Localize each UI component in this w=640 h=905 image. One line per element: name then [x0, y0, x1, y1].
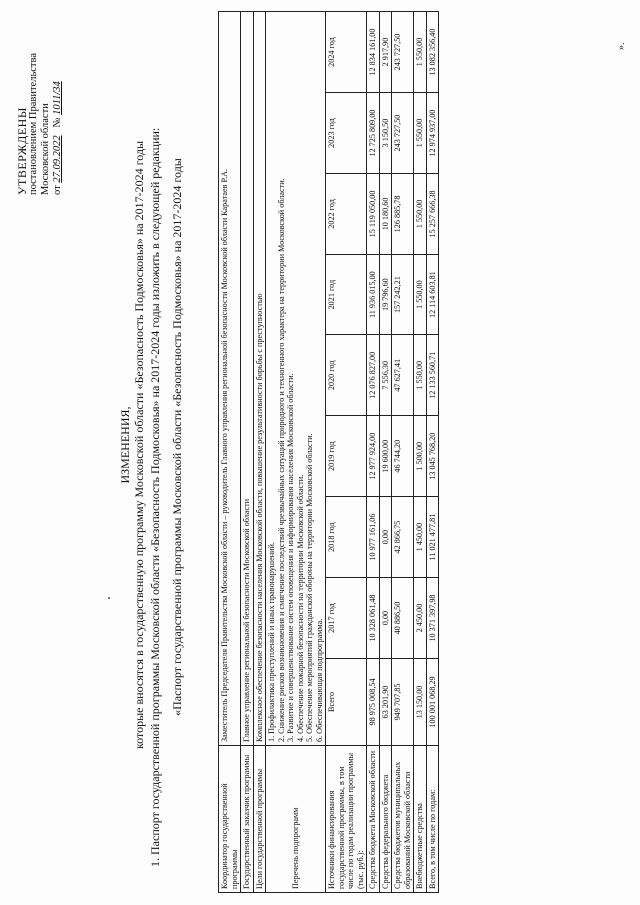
- finance-row: [414, 12, 427, 893]
- approved-line-2: Московской области: [40, 103, 51, 195]
- finance-row-label: Средства бюджета Московской области: [367, 746, 380, 893]
- finance-cell: 7 556,30: [379, 335, 392, 416]
- approved-title: УТВЕРЖДЕНЫ: [15, 107, 29, 195]
- finance-row: [367, 12, 380, 893]
- subprogram-item: 6. Обеспечивающая подпрограмма.: [314, 618, 324, 742]
- table-row: [219, 12, 241, 893]
- finance-cell: 1 550,00: [414, 93, 427, 174]
- column-header: 2021 год: [326, 254, 367, 334]
- finance-cell: 11 936 015,00: [367, 254, 380, 334]
- subprogram-item: 3. Развитие и совершенствование систем оповещения и информирования населения Московской области.: [286, 373, 295, 742]
- finance-cell: 0,00: [379, 497, 392, 578]
- section-line: 1. Паспорт государственной программы Московской области «Безопасность Подмосковья» на 2017-2024 годы изложить в следующей редакции:: [148, 127, 162, 867]
- customer-value: Главное управление региональной безопасности Московской области: [241, 12, 254, 746]
- finance-cell: 15 257 666,38: [426, 173, 439, 254]
- subprogram-item: 4. Обеспечение пожарной безопасности на территории Московской области.: [295, 474, 305, 742]
- column-header: 2022 год: [326, 173, 367, 254]
- finance-cell: 1 550,00: [414, 335, 427, 416]
- finance-cell: 1 550,00: [414, 12, 427, 93]
- finance-cell: 47 627,41: [392, 335, 414, 416]
- finance-cell: 1 550,00: [414, 173, 427, 254]
- passport-title: «Паспорт государственной программы Московской области «Безопасность Подмосковья» на 2017-2024 годы: [170, 158, 184, 716]
- quote-end-mark: ».: [616, 42, 627, 50]
- finance-header-row: [326, 12, 367, 893]
- table-row: [241, 12, 254, 893]
- customer-label: Государственный заказчик программы: [241, 746, 254, 893]
- document-title: [118, 25, 146, 865]
- finance-cell: 10 328 061,48: [367, 578, 380, 659]
- finance-row: [392, 12, 414, 893]
- column-header: Всего: [326, 658, 367, 745]
- finance-cell: 126 885,78: [392, 173, 414, 254]
- passport-table: [218, 11, 439, 893]
- finance-cell: 19 600,00: [379, 416, 392, 497]
- finance-cell: 40 886,50: [392, 578, 414, 659]
- finance-cell: 12 974 937,00: [426, 93, 439, 174]
- finance-row-label: Средства бюджетов муниципальных образований Московской области: [392, 746, 414, 893]
- finance-row-label: Всего, в том числе по годам:: [426, 746, 439, 893]
- finance-cell: 157 242,21: [392, 254, 414, 334]
- coordinator-value: Заместитель Председателя Правительства Московской области – руководитель Главного управления региональной безопасности Московской области Каратаев Р.А.: [219, 12, 241, 746]
- finance-cell: 13 150,00: [414, 658, 427, 745]
- finance-cell: 100 001 068,29: [426, 658, 439, 745]
- finance-cell: 1 550,00: [414, 254, 427, 334]
- number-prefix: №: [52, 117, 63, 128]
- finance-header-label: Источники финансирования государственной программы, в том числе по годам реализации программы (тыс. руб.):: [326, 746, 367, 893]
- finance-cell: 11 021 477,81: [426, 497, 439, 578]
- finance-cell: 15 119 050,00: [367, 173, 380, 254]
- finance-cell: 12 977 924,00: [367, 416, 380, 497]
- finance-cell: 10 977 161,06: [367, 497, 380, 578]
- subprogram-item: 2. Снижение рисков возникновения и смягчение последствий чрезвычайных ситуаций природного и техногенного характера на территории Московской области.: [276, 178, 286, 742]
- coordinator-label: Координатор государственной программы: [219, 746, 241, 893]
- finance-cell: 3 150,50: [379, 93, 392, 174]
- finance-cell: 2 450,00: [414, 578, 427, 659]
- approval-number: 1011/34: [52, 81, 63, 115]
- finance-cell: 2 917,90: [379, 12, 392, 93]
- finance-cell: 949 707,85: [392, 658, 414, 745]
- column-header: 2023 год: [326, 93, 367, 174]
- approval-stamp-block: [16, 15, 64, 195]
- finance-cell: 46 744,20: [392, 416, 414, 497]
- finance-row-label: Средства федерального бюджета: [379, 746, 392, 893]
- table-row: [253, 12, 266, 893]
- finance-row: [379, 12, 392, 893]
- date-prefix: от: [52, 185, 63, 195]
- finance-cell: 63 201,90: [379, 658, 392, 745]
- finance-cell: 12 114 603,81: [426, 254, 439, 334]
- column-header: 2020 год: [326, 335, 367, 416]
- finance-total-row: [426, 12, 439, 893]
- section-text: [148, 7, 184, 867]
- subprograms-label: Перечень подпрограмм: [266, 746, 326, 893]
- column-header: 2019 год: [326, 416, 367, 497]
- goals-label: Цели государственной программы: [253, 746, 266, 893]
- finance-cell: 98 975 008,54: [367, 658, 380, 745]
- finance-cell: 12 834 161,00: [367, 12, 380, 93]
- subprograms-list: [266, 12, 326, 746]
- subprogram-item: 5. Обеспечение мероприятий гражданской обороны на территории Московской области.: [305, 433, 314, 742]
- finance-cell: 12 133 560,71: [426, 335, 439, 416]
- table-row: [266, 12, 326, 893]
- finance-cell: 1 500,00: [414, 416, 427, 497]
- finance-cell: 12 725 809,00: [367, 93, 380, 174]
- finance-cell: 1 450,00: [414, 497, 427, 578]
- approved-line-1: постановлением Правительства: [28, 52, 39, 195]
- finance-row-label: Внебюджетные средства: [414, 746, 427, 893]
- document-heading: ИЗМЕНЕНИЯ,: [118, 406, 132, 484]
- column-header: 2018 год: [326, 497, 367, 578]
- column-header: 2017 год: [326, 578, 367, 659]
- finance-cell: 0,00: [379, 578, 392, 659]
- approval-date: 27.09.2022: [52, 135, 63, 183]
- finance-cell: 13 045 768,20: [426, 416, 439, 497]
- finance-cell: 243 727,50: [392, 93, 414, 174]
- document-subheading: которые вносятся в государственную программу Московской области «Безопасность Подмосковья» на 2017-2024 годы: [132, 140, 146, 750]
- finance-cell: 12 076 827,00: [367, 335, 380, 416]
- goals-value: Комплексное обеспечение безопасности населения Московской области, повышение результативности борьбы с преступностью: [253, 12, 266, 746]
- finance-cell: 42 866,75: [392, 497, 414, 578]
- finance-cell: 10 371 397,98: [426, 578, 439, 659]
- column-header: 2024 год: [326, 12, 367, 93]
- finance-cell: 243 727,50: [392, 12, 414, 93]
- finance-cell: 10 180,60: [379, 173, 392, 254]
- subprogram-item: 1. Профилактика преступлений и иных правонарушений.: [267, 542, 276, 742]
- scan-speck: [108, 597, 110, 599]
- approved-date-line: [52, 15, 64, 195]
- finance-cell: 19 796,60: [379, 254, 392, 334]
- finance-cell: 13 082 356,40: [426, 12, 439, 93]
